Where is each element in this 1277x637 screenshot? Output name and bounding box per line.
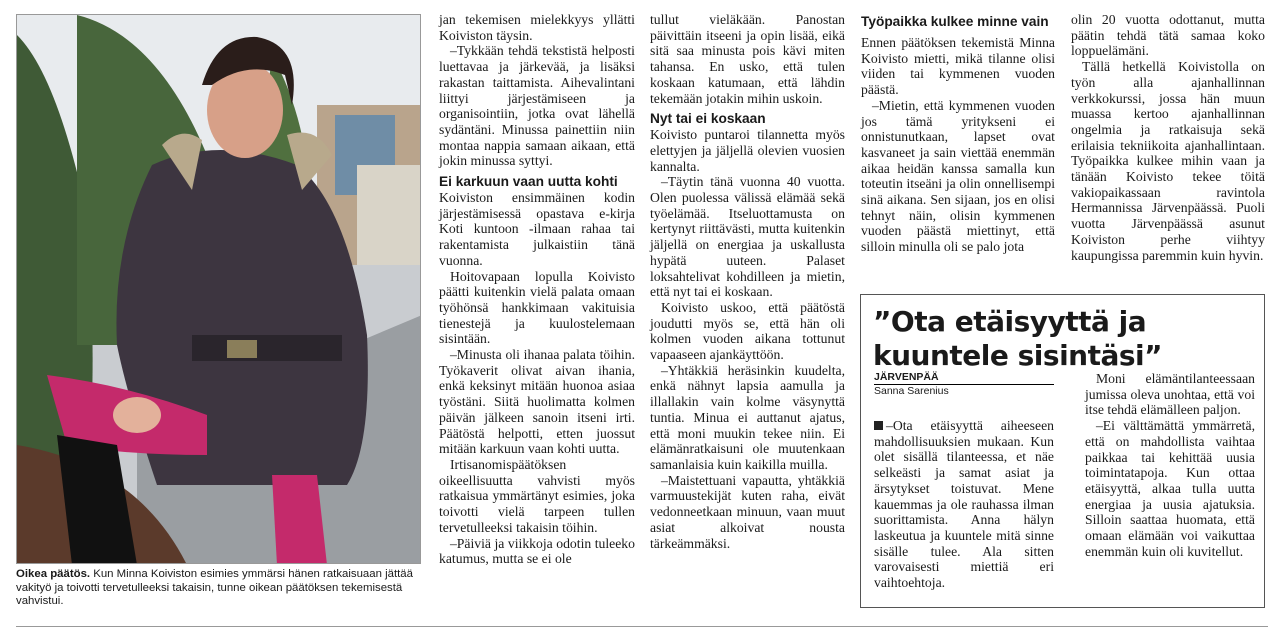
caption-text: Kun Minna Koiviston esimies ymmärsi hänen ratkaisuaan jättää vakityö ja toivotti tervetulleeksi takaisin, tunne oikean päätöksen tekemisestä vahvistui. xyxy=(16,568,413,607)
subheading: Nyt tai ei koskaan xyxy=(650,111,766,127)
paragraph: –Yhtäkkiä heräsinkin kuudelta, enkä nähnyt lapsia aamulla ja illallakin vain kolme väsynyttä tuntia. Minua ei auttanut ajatus, että moni muukin tekee niin. Ei elämänratkaisuni ole muutenkaan samanlaisia kuin kaikilla muilla. xyxy=(650,362,845,472)
article-column-1 xyxy=(439,12,635,567)
paragraph: –Ota etäisyyttä aiheeseen mahdollisuuksien mukaan. Kun olet sisällä tilanteessa, et näe selkeästi ja samat asiat ja ärsytykset toistuvat. Mene kauemmas ja ole rauhassa ilman suorittamista. Anna hälyn laskeutua ja kuuntele mitä sinne sisälle tulee. Ala sitten varovaisesti miettiä eri vaihtoehtoja. xyxy=(874,418,1054,591)
paragraph: Koivisto puntaroi tilannetta myös elettyjen ja jäljellä olevien vuosien kannalta. xyxy=(650,127,845,174)
box-column-right xyxy=(1085,371,1255,559)
paragraph: jan tekemisen mielekkyys yllätti Koiviston täysin. xyxy=(439,12,635,43)
paragraph: tullut vieläkään. Panostan päivittäin itseeni ja opin lisää, eikä sitä saa minusta pois kävi miten tahansa. En usko, että tulen koskaan katumaan, että lähdin tekemään jotakin mihin uskoin. xyxy=(650,12,845,106)
paragraph: –Ei välttämättä ymmärretä, että on mahdollista vaihtaa paikkaa tai kehittää uusia toimintatapoja. Kun ottaa etäisyyttä, alkaa tulla uutta energiaa ja uusia ajatuksia. Silloin saattaa huomata, että omaan elämään voi vaikuttaa enemmän kuin oli kuvitellut. xyxy=(1085,418,1255,559)
subheading: Työpaikka kulkee minne vain xyxy=(861,14,1049,29)
woman-photo-illustration xyxy=(17,15,421,564)
paragraph: Koivisto uskoo, että päätöstä joudutti myös se, että hän oli kolmen vuoden aikana tottunut vapaaseen ajankäyttöön. xyxy=(650,299,845,363)
paragraph: –Päiviä ja viikkoja odotin tuleeko katumus, mutta se ei ole xyxy=(439,535,635,567)
box-column-left xyxy=(874,418,1054,591)
article-photo xyxy=(16,14,421,564)
article-column-4 xyxy=(1071,12,1265,263)
pull-quote-title: ”Ota etäisyyttä ja kuuntele sisintäsi” xyxy=(873,305,1163,372)
paragraph: –Tykkään tehdä tekstistä helposti luettavaa ja järkevää, ja lisäksi rakastan taittamista. Aihevalintani liittyi järjestämiseen ja organisointiin, jotka ovat lähellä sydäntäni. Minussa painettiin niin montaa nappia samaan aikaan, että jokin minussa syttyi. xyxy=(439,43,635,169)
article-column-3 xyxy=(861,12,1055,255)
paragraph: –Maistettuani vapautta, yhtäkkiä varmuustekijät kuten raha, eivät vedonneetkaan minuun, vaan muut asiat alkoivat nousta tärkeämmäksi. xyxy=(650,472,845,551)
photo-caption xyxy=(16,568,426,609)
square-bullet-icon xyxy=(874,421,883,430)
location-label: JÄRVENPÄÄ xyxy=(874,371,1054,385)
paragraph: Irtisanomispäätöksen oikeellisuutta vahvisti myös ratkaisua ymmärtänyt esimies, joka toivotti vielä tarpeen tullen tervetulleeksi takaisin töihin. xyxy=(439,456,635,535)
paragraph: Moni elämäntilanteessaan jumissa oleva unohtaa, että voi itse tehdä elämälleen paljon. xyxy=(1085,371,1255,418)
subheading: Ei karkuun vaan uutta kohti xyxy=(439,174,618,190)
bottom-rule xyxy=(16,626,1268,627)
author-byline: Sanna Sarenius xyxy=(874,385,949,397)
paragraph: Koiviston ensimmäinen kodin järjestämisessä opastava e-kirja Koti kuntoon -ilmaan rahaa tai rakentamista julkaistiin tänä vuonna. xyxy=(439,190,635,268)
paragraph: –Mietin, että kymmenen vuoden jos tämä yritykseni ei onnistunutkaan, lapset ovat kasvaneet ja sain viettää enemmän aikaa heidän kanssa samalla kun toteutin itseäni ja olin onnellisempi sinä aikana. Sen sijaan, jos en olisi tehnyt näin, olisin kymmenen vuoden päästä miettinyt, että silloin minulla oli se palo jota xyxy=(861,97,1055,255)
sidebar-box xyxy=(860,294,1265,608)
paragraph: Hoitovapaan lopulla Koivisto päätti kuitenkin vielä palata omaan työhönsä hankkimaan vakituisia tienestejä ja kuulostelemaan sisintään. xyxy=(439,268,635,347)
paragraph: –Minusta oli ihanaa palata töihin. Työkaverit olivat aivan ihania, enkä keksinyt mitään huonoa asiaa työstäni. Siitä huolimatta kolmen päivän jälkeen sanoin itseni irti. Päätöstä helpotti, etten juossut mitään karkuun vaan kohti uutta. xyxy=(439,347,635,457)
article-column-2 xyxy=(650,12,845,551)
paragraph: Ennen päätöksen tekemistä Minna Koivisto mietti, mikä tilanne olisi viiden tai kymmenen vuoden päästä. xyxy=(861,35,1055,98)
paragraph: Tällä hetkellä Koivistolla on työn alla ajanhallinnan verkkokurssi, jossa hän muun muassa kertoo ajanhallinnan ongelmia ja ratkaisuja sekä erilaisia tekniikoita ajanhallintaan. Työpaikka kulkee mihin vaan ja tänään Koivisto tekee töitä vakiopaikassaan ravintola Hermannissa Järvenpäässä. Puoli vuotta Järvenpäässä asunut Koiviston perhe viihtyy kaupungissa paremmin kuin hyvin. xyxy=(1071,59,1265,263)
paragraph: –Täytin tänä vuonna 40 vuotta. Olen puolessa välissä elämää sekä työelämää. Itseluottamusta on kertynyt riittävästi, mutta kuitenkin jäljellä on energiaa ja uskallusta hypätä uuteen. Palaset loksahtelivat kohdilleen ja mietin, että nyt tai ei koskaan. xyxy=(650,174,845,300)
paragraph: olin 20 vuotta odottanut, mutta päätin tehdä tätä samaa koko loppuelämäni. xyxy=(1071,12,1265,59)
caption-lead: Oikea päätös. xyxy=(16,568,91,580)
